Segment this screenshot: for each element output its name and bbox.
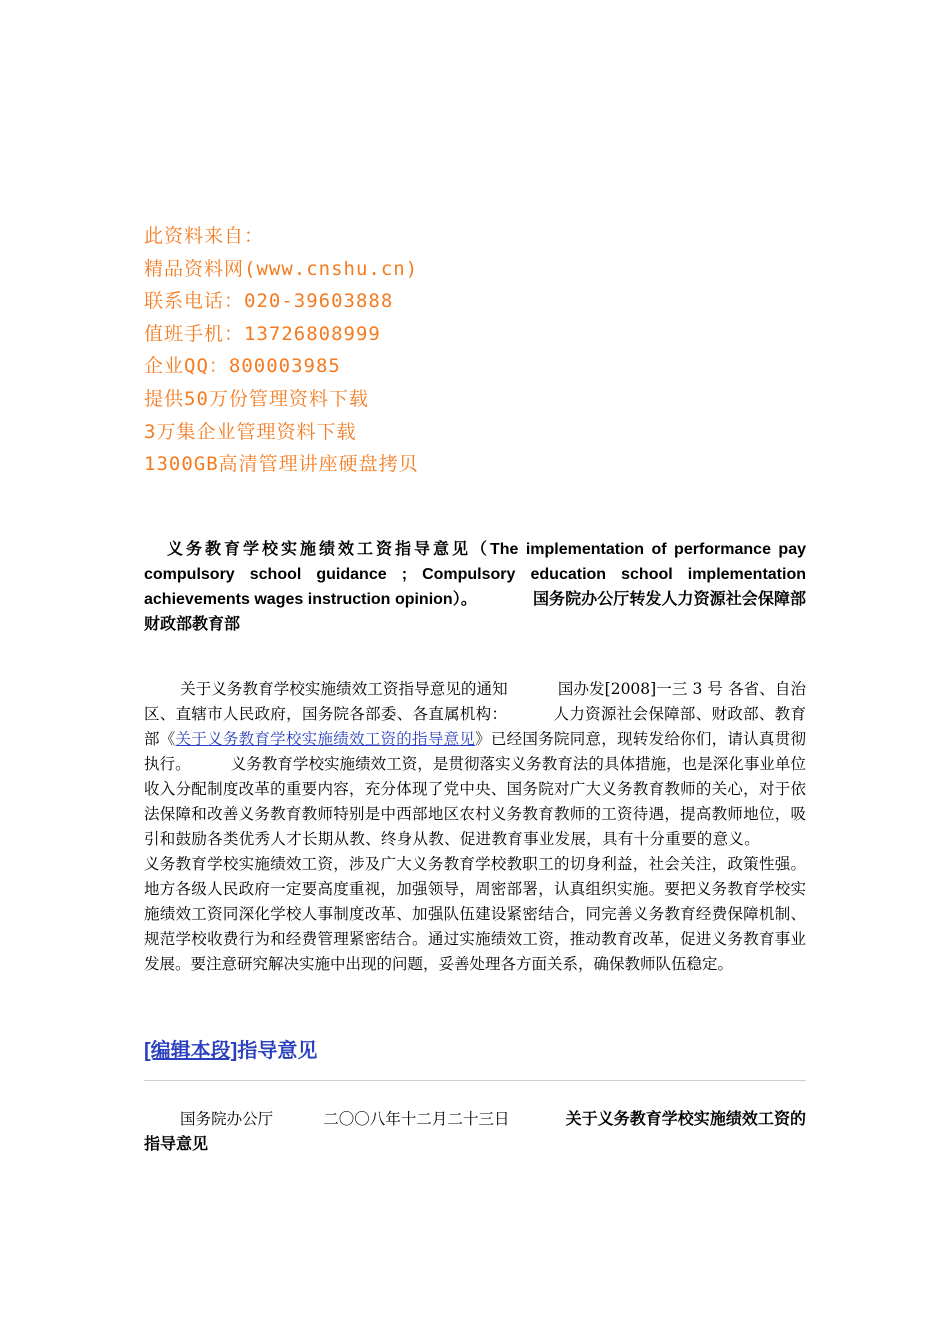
section-heading-text: 指导意见 xyxy=(237,1040,318,1062)
ad-line-source: 此资料来自： xyxy=(144,225,265,247)
notice-title: 关于义务教育学校实施绩效工资指导意见的通知 xyxy=(180,680,508,698)
issue-date: 二〇〇八年十二月二十三日 xyxy=(323,1110,510,1128)
edit-section-link[interactable]: [编辑本段] xyxy=(144,1040,238,1062)
sentence-significance: 义务教育学校实施绩效工资，是贯彻落实义务教育法的具体措施，也是深化事业单位收入分配制度改革的重要内容，充分体现了党中央、国务院对广大义务教育教师的关心，对于依法保障和改善义务教育教师特别是中西部地区农村义务教育教师的工资待遇，提高教师地位，吸引和鼓励各类优秀人才长期从教、终身从教、促进教育事业发展，具有十分重要的意义。 xyxy=(144,755,806,848)
addressees: 各省、自治区、直辖市人民政府，国务院各部委、各直属机构： xyxy=(144,680,806,723)
ad-line-qq: 企业QQ：800003985 xyxy=(144,355,341,378)
document-title xyxy=(144,537,806,637)
document-page xyxy=(144,0,806,1344)
title-main: 义务教育学校实施绩效工资指导意见（The implementation of performance pay compulsory school guidance ; Compulsory education school implementation achievements wages instruction opinion）。 xyxy=(144,541,806,608)
guidance-link[interactable]: 关于义务教育学校实施绩效工资的指导意见 xyxy=(175,730,476,748)
issuing-office: 国务院办公厅 xyxy=(180,1110,274,1128)
footer-paragraph xyxy=(144,1107,806,1157)
sentence-forward-pre: 人力资源社会保障部、财政部、教育部《 xyxy=(144,705,806,748)
sentence-forward-post: 》已经国务院同意，现转发给你们，请认真贯彻执行。 xyxy=(144,730,806,773)
section-divider xyxy=(144,1080,806,1081)
ad-line-phone: 联系电话：020-39603888 xyxy=(144,290,394,313)
guidance-title: 关于义务教育学校实施绩效工资的指导意见 xyxy=(144,1111,806,1153)
notice-body xyxy=(144,677,806,977)
ad-line-offer-2: 3万集企业管理资料下载 xyxy=(144,420,357,443)
title-issuer: 国务院办公厅转发人力资源社会保障部财政部教育部 xyxy=(144,591,806,633)
ad-line-mobile: 值班手机：13726808999 xyxy=(144,322,381,345)
source-ad-block xyxy=(144,220,806,481)
ad-line-offer-3: 1300GB高清管理讲座硬盘拷贝 xyxy=(144,453,419,476)
doc-number: 国办发[2008]一三 3 号 xyxy=(557,680,724,698)
section-heading xyxy=(144,1036,806,1066)
ad-line-website: 精品资料网(www.cnshu.cn) xyxy=(144,257,419,280)
sentence-requirements: 义务教育学校实施绩效工资，涉及广大义务教育学校教职工的切身利益，社会关注，政策性强。地方各级人民政府一定要高度重视，加强领导，周密部署，认真组织实施。要把义务教育学校实施绩效工资同深化学校人事制度改革、加强队伍建设紧密结合，同完善义务教育经费保障机制、规范学校收费行为和经费管理紧密结合。通过实施绩效工资，推动教育改革，促进义务教育事业发展。要注意研究解决实施中出现的问题，妥善处理各方面关系，确保教师队伍稳定。 xyxy=(144,855,806,973)
ad-line-offer-1: 提供50万份管理资料下载 xyxy=(144,387,369,410)
